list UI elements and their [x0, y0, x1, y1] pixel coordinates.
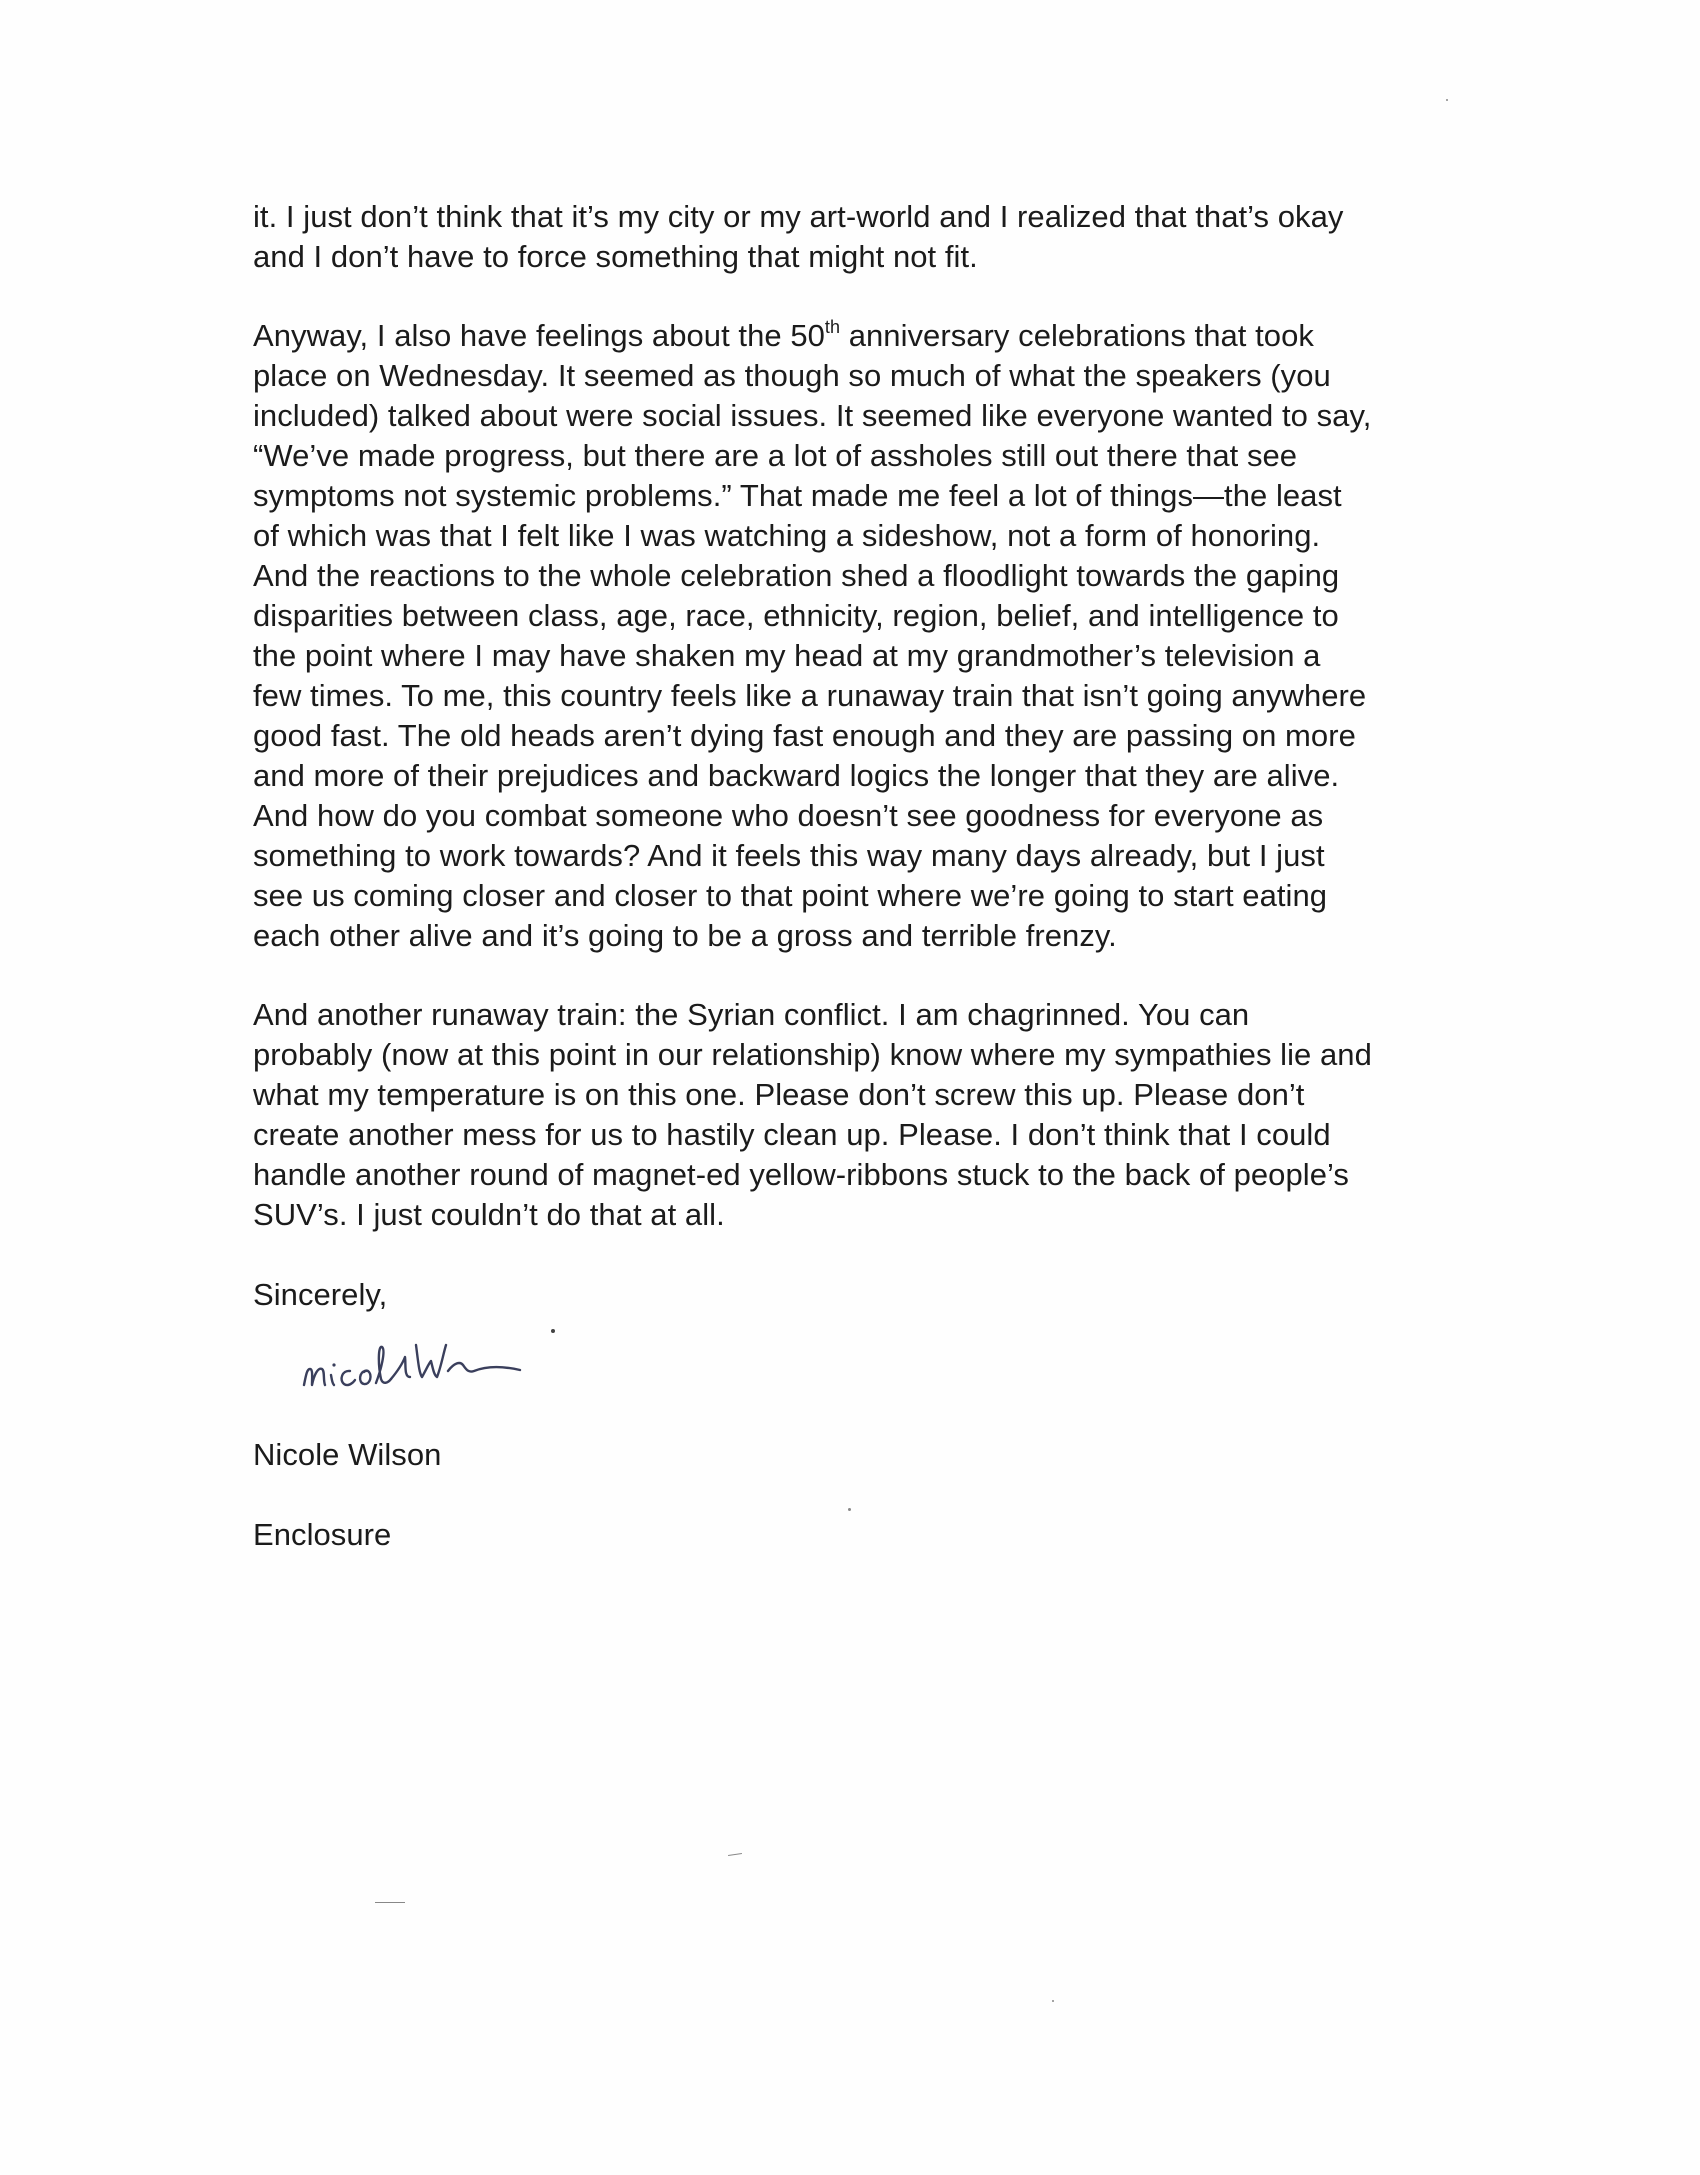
paragraph-2-line: place on Wednesday. It seemed as though so much of what the speakers (you [253, 358, 1331, 393]
paragraph-2-line: the point where I may have shaken my head at my grandmother’s television a [253, 638, 1321, 673]
paragraph-3 [253, 995, 1493, 1235]
paragraph-2-line: “We’ve made progress, but there are a lot of assholes still out there that see [253, 438, 1298, 473]
paragraph-2-first-line [253, 316, 1493, 356]
paragraph-2 [253, 316, 1493, 956]
signer-name-text: Nicole Wilson [253, 1437, 442, 1472]
scan-speck [1052, 2000, 1054, 2002]
paragraph-2-line: of which was that I felt like I was watching a sideshow, not a form of honoring. [253, 518, 1321, 553]
paragraph-2-line: included) talked about were social issues. It seemed like everyone wanted to say, [253, 398, 1372, 433]
scan-speck [848, 1508, 851, 1511]
handwritten-signature [298, 1325, 628, 1415]
paragraph-1 [253, 197, 1493, 277]
paragraph-2-line: few times. To me, this country feels like a runaway train that isn’t going anywhere [253, 678, 1367, 713]
paragraph-2-line: see us coming closer and closer to that point where we’re going to start eating [253, 878, 1328, 913]
paragraph-1-line: and I don’t have to force something that might not fit. [253, 239, 978, 274]
scan-speck [728, 1853, 742, 1856]
paragraph-2-line: And the reactions to the whole celebration shed a floodlight towards the gaping [253, 558, 1340, 593]
paragraph-2-line: each other alive and it’s going to be a gross and terrible frenzy. [253, 918, 1117, 953]
closing [253, 1275, 1493, 1315]
paragraph-2-line: And how do you combat someone who doesn’t see goodness for everyone as [253, 798, 1324, 833]
paragraph-3-line: what my temperature is on this one. Please don’t screw this up. Please don’t [253, 1077, 1305, 1112]
paragraph-2-line: disparities between class, age, race, ethnicity, region, belief, and intelligence to [253, 598, 1339, 633]
paragraph-2-line: something to work towards? And it feels this way many days already, but I just [253, 838, 1325, 873]
enclosure-note [253, 1515, 1493, 1555]
signer-name [253, 1435, 1493, 1475]
paragraph-2-line: and more of their prejudices and backward logics the longer that they are alive. [253, 758, 1340, 793]
scan-speck [375, 1902, 405, 1903]
paragraph-2-line: good fast. The old heads aren’t dying fast enough and they are passing on more [253, 718, 1356, 753]
enclosure-text: Enclosure [253, 1517, 392, 1552]
closing-text: Sincerely, [253, 1277, 388, 1312]
paragraph-2-text-after-sup: anniversary celebrations that took [840, 318, 1314, 353]
paragraph-1-line: it. I just don’t think that it’s my city or my art-world and I realized that that’s okay [253, 199, 1344, 234]
paragraph-3-line: And another runaway train: the Syrian conflict. I am chagrinned. You can [253, 997, 1250, 1032]
paragraph-3-line: SUV’s. I just couldn’t do that at all. [253, 1197, 725, 1232]
scan-speck [1446, 99, 1448, 101]
paragraph-3-line: handle another round of magnet-ed yellow-ribbons stuck to the back of people’s [253, 1157, 1349, 1192]
paragraph-3-line: create another mess for us to hastily clean up. Please. I don’t think that I could [253, 1117, 1331, 1152]
paragraph-2-line: symptoms not systemic problems.” That made me feel a lot of things—the least [253, 478, 1342, 513]
paragraph-3-line: probably (now at this point in our relationship) know where my sympathies lie and [253, 1037, 1372, 1072]
paragraph-2-text-before-sup: Anyway, I also have feelings about the 50 [253, 318, 825, 353]
ordinal-superscript: th [824, 316, 841, 337]
